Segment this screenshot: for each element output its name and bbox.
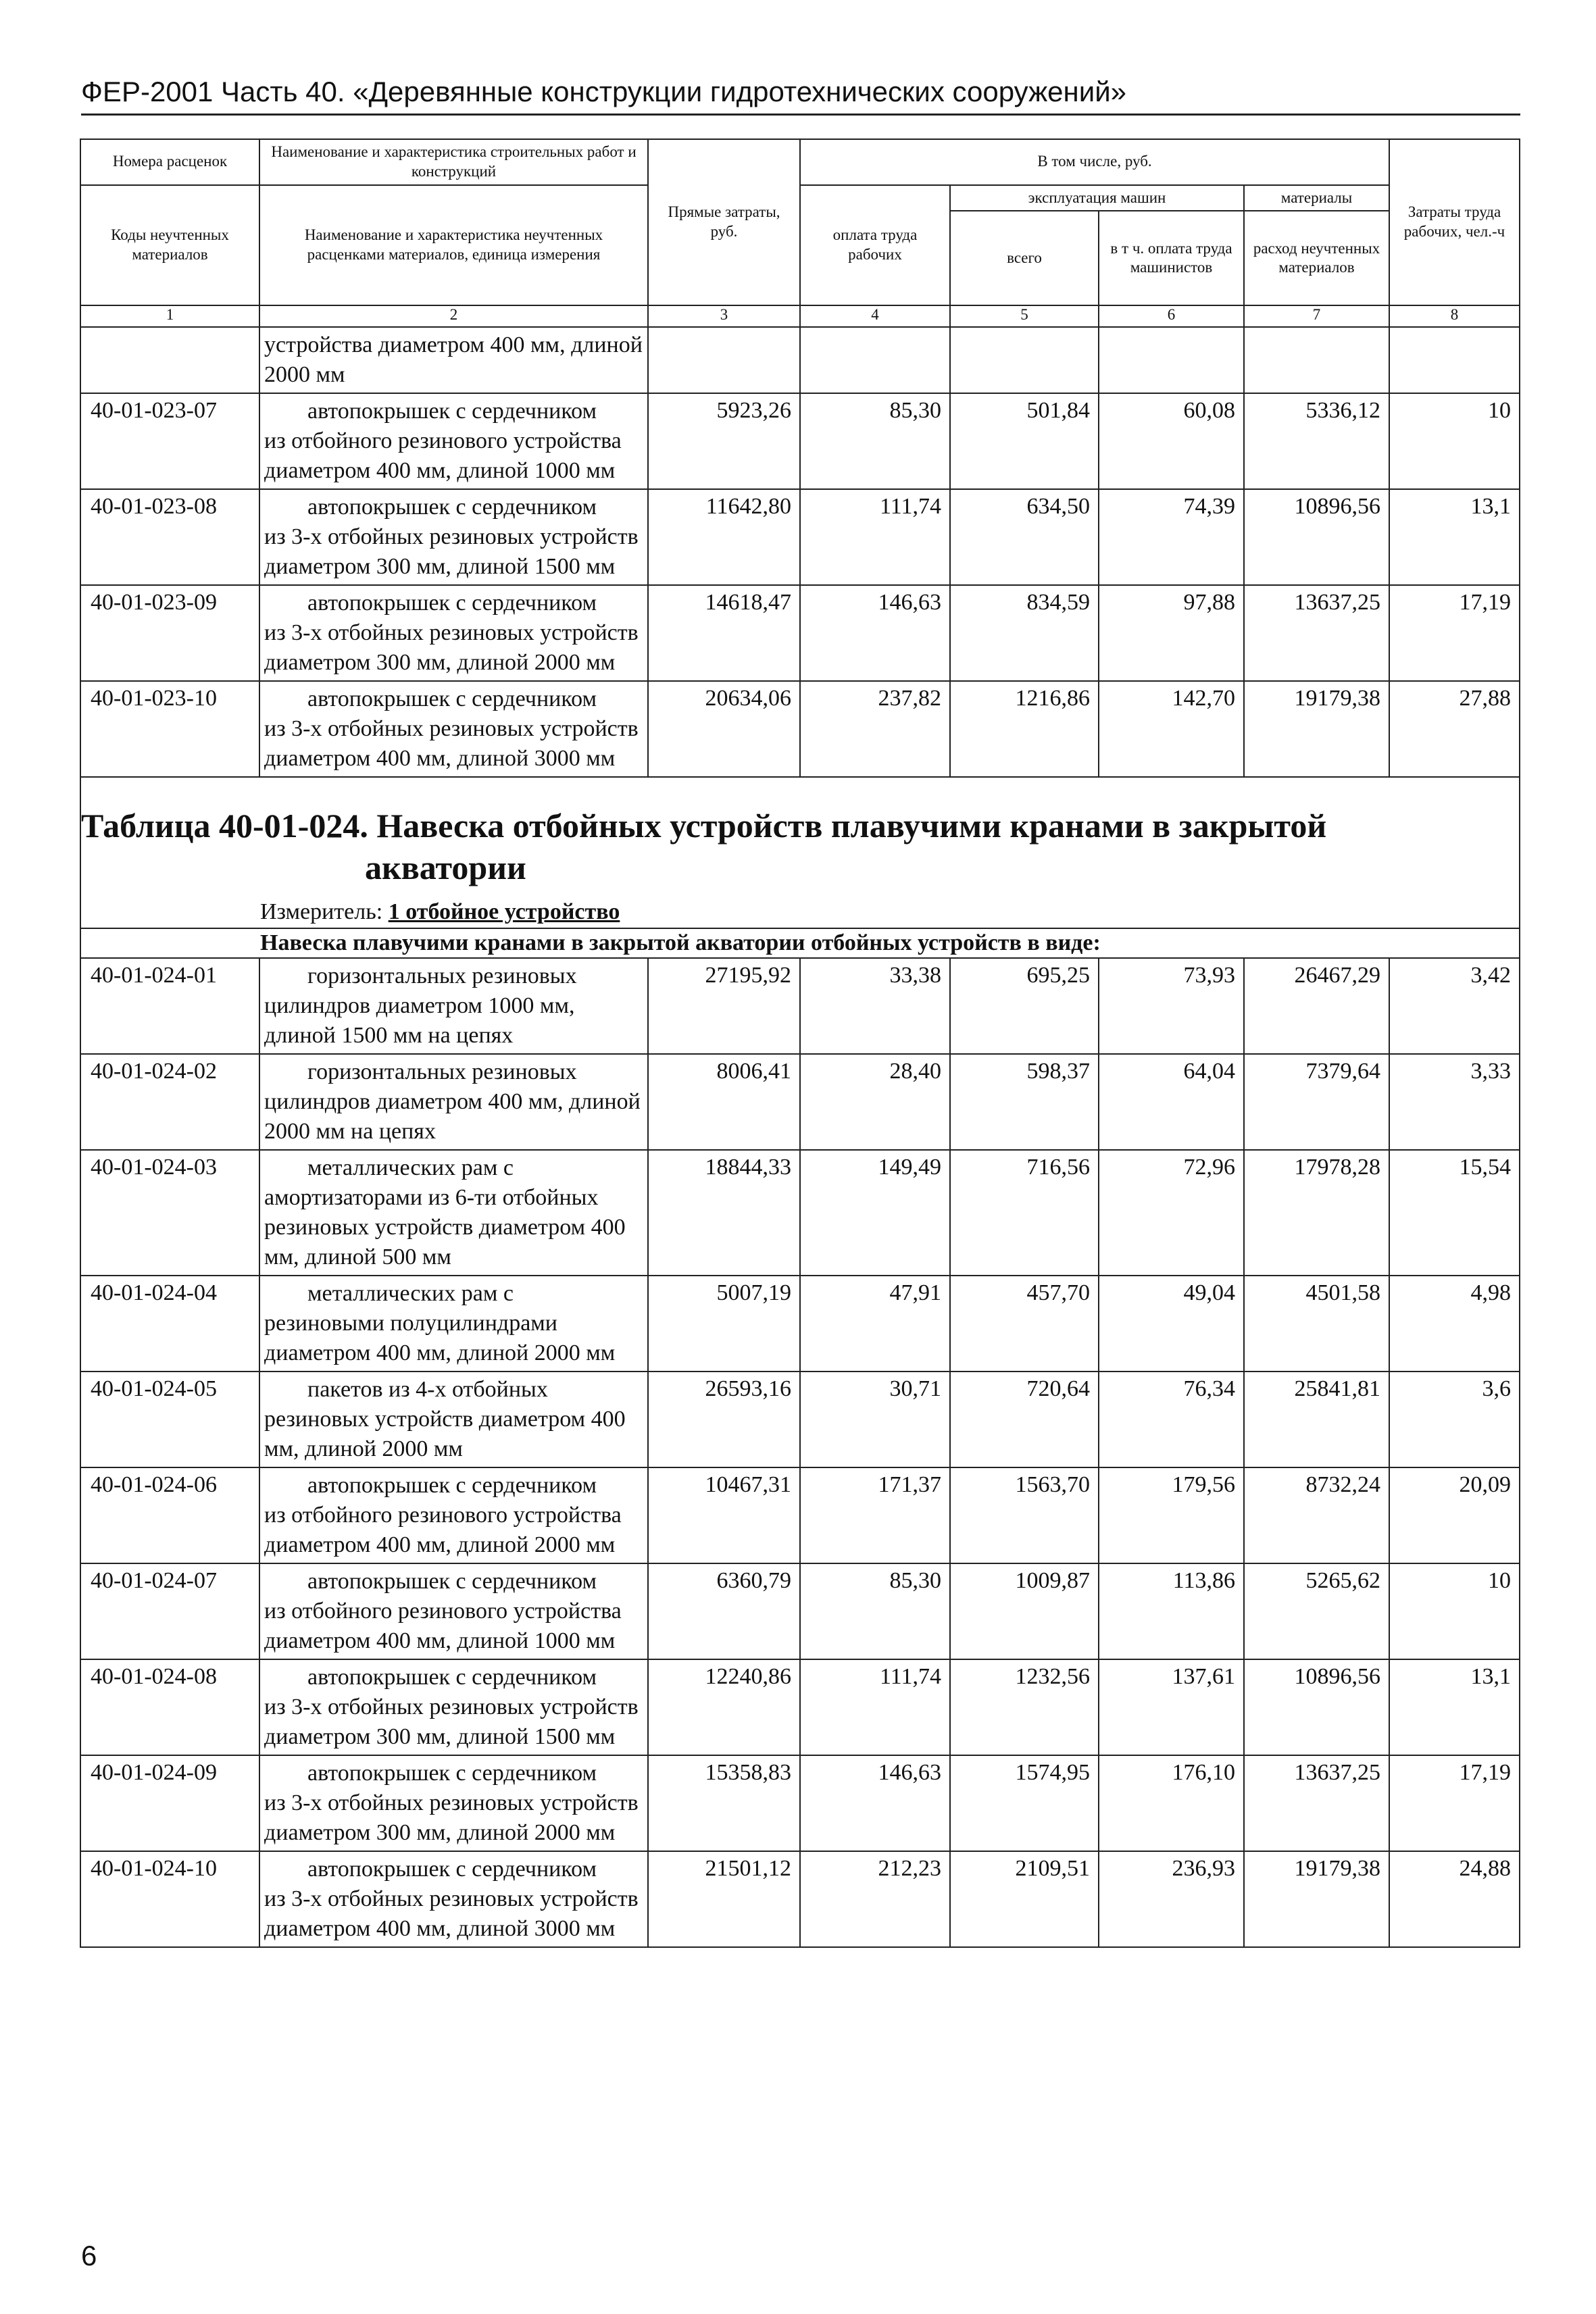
work-description [259,1372,648,1467]
col2-top-header: Наименование и характеристика строительных работ и конструкций [259,139,648,185]
machinists-pay: 176,10 [1099,1755,1244,1851]
materials-cost: 13637,25 [1244,1755,1389,1851]
table-title-line1: Таблица 40-01-024. Навеска отбойных устройств плавучими кранами в закрытой [81,807,1327,845]
machines-total: 720,64 [950,1372,1099,1467]
page-number: 6 [81,2240,97,2271]
table-row [80,393,1520,489]
rate-code: 40-01-023-10 [80,681,259,777]
col7-header: расход неучтенных материалов [1244,211,1389,305]
labor-pay: 212,23 [800,1851,950,1947]
description-rest: амортизаторами из 6-ти отбойных резиновых устройств диаметром 400 мм, длиной 500 мм [264,1185,626,1270]
description-first-line: автопокрышек с сердечником [307,686,597,712]
work-description [259,393,648,489]
description-rest: цилиндров диаметром 400 мм, длиной 2000 мм на цепях [264,1089,641,1145]
column-number: 6 [1099,305,1244,327]
rate-code: 40-01-024-07 [80,1563,259,1659]
direct-costs: 5923,26 [648,393,800,489]
materials-cost: 25841,81 [1244,1372,1389,1467]
col6-header: в т ч. оплата труда машинистов [1099,211,1244,305]
table-row [80,958,1520,1054]
materials-cost: 26467,29 [1244,958,1389,1054]
labor-pay: 28,40 [800,1054,950,1150]
direct-costs: 10467,31 [648,1467,800,1563]
labor-pay: 149,49 [800,1150,950,1276]
labor-hours: 3,33 [1389,1054,1520,1150]
description-rest: цилиндров диаметром 1000 мм, длиной 1500 мм на цепях [264,993,575,1049]
table-row [80,489,1520,585]
rate-code: 40-01-023-07 [80,393,259,489]
table-024-body [80,958,1520,1947]
description-first-line: автопокрышек с сердечником [307,590,597,616]
materials-cost: 4501,58 [1244,1276,1389,1372]
work-description [259,1755,648,1851]
header-rule [81,114,1520,116]
labor-hours: 4,98 [1389,1276,1520,1372]
labor-hours: 17,19 [1389,1755,1520,1851]
description-first-line: металлических рам с [307,1155,514,1181]
description-first-line: пакетов из 4-х отбойных [307,1377,548,1403]
col2-bottom-header: Наименование и характеристика неучтенных расценками материалов, единица измерения [259,185,648,306]
page-header: ФЕР-2001 Часть 40. «Деревянные конструкции гидротехнических сооружений» [81,76,1127,107]
labor-hours: 13,1 [1389,489,1520,585]
description-rest: резиновых устройств диаметром 400 мм, длиной 2000 мм [264,1407,626,1462]
machinists-pay: 97,88 [1099,585,1244,681]
description-first-line: металлических рам с [307,1281,514,1307]
work-description [259,1563,648,1659]
rate-code: 40-01-024-03 [80,1150,259,1276]
direct-costs: 27195,92 [648,958,800,1054]
work-description [259,1659,648,1755]
labor-hours: 17,19 [1389,585,1520,681]
col1-bottom-header: Коды неучтенных материалов [80,185,259,306]
column-numbers-row [80,305,1520,327]
description-rest: из 3-х отбойных резиновых устройств диаметром 400 мм, длиной 3000 мм [264,1886,639,1942]
machines-total: 2109,51 [950,1851,1099,1947]
rate-code: 40-01-024-01 [80,958,259,1054]
measure-value: 1 отбойное устройство [388,899,620,925]
machinists-pay: 236,93 [1099,1851,1244,1947]
machines-total: 598,37 [950,1054,1099,1150]
direct-costs: 15358,83 [648,1755,800,1851]
machinists-pay: 142,70 [1099,681,1244,777]
labor-hours: 27,88 [1389,681,1520,777]
description-first-line: автопокрышек с сердечником [307,1761,597,1786]
description-rest: из 3-х отбойных резиновых устройств диаметром 300 мм, длиной 1500 мм [264,1694,639,1750]
table-row [80,1150,1520,1276]
direct-costs: 21501,12 [648,1851,800,1947]
table-row [80,1563,1520,1659]
machines-total: 1563,70 [950,1467,1099,1563]
table-row [80,1276,1520,1372]
column-number: 2 [259,305,648,327]
description-rest: из 3-х отбойных резиновых устройств диаметром 300 мм, длиной 1500 мм [264,524,639,580]
machinists-pay: 76,34 [1099,1372,1244,1467]
machinists-pay: 74,39 [1099,489,1244,585]
table-023-body [80,327,1520,777]
group-materials-header: материалы [1244,185,1389,211]
rate-code: 40-01-024-04 [80,1276,259,1372]
labor-pay: 237,82 [800,681,950,777]
machinists-pay: 113,86 [1099,1563,1244,1659]
direct-costs: 8006,41 [648,1054,800,1150]
table-row [80,1372,1520,1467]
materials-cost: 5265,62 [1244,1563,1389,1659]
machinists-pay: 73,93 [1099,958,1244,1054]
machines-total: 1574,95 [950,1755,1099,1851]
labor-pay: 171,37 [800,1467,950,1563]
table-row [80,1755,1520,1851]
column-number: 8 [1389,305,1520,327]
section-heading-row [80,928,1520,958]
machines-total: 695,25 [950,958,1099,1054]
machines-total: 501,84 [950,393,1099,489]
labor-hours: 3,6 [1389,1372,1520,1467]
work-description [259,1150,648,1276]
rate-code: 40-01-024-02 [80,1054,259,1150]
group-machines-header: эксплуатация машин [950,185,1244,211]
table-title-line2: акватории [365,849,526,887]
table-row [80,681,1520,777]
materials-cost: 8732,24 [1244,1467,1389,1563]
rate-code: 40-01-024-09 [80,1755,259,1851]
column-number: 7 [1244,305,1389,327]
description-first-line: горизонтальных резиновых [307,1059,577,1085]
work-description [259,585,648,681]
labor-pay: 85,30 [800,393,950,489]
measure-line [81,888,1519,928]
column-number: 3 [648,305,800,327]
direct-costs: 12240,86 [648,1659,800,1755]
carryover-description: устройства диаметром 400 мм, длиной 2000 мм [259,327,648,393]
description-rest: из 3-х отбойных резиновых устройств диаметром 300 мм, длиной 2000 мм [264,1790,639,1846]
description-first-line: автопокрышек с сердечником [307,1569,597,1594]
labor-hours: 13,1 [1389,1659,1520,1755]
machines-total: 1009,87 [950,1563,1099,1659]
price-table [80,139,1520,1948]
work-description [259,681,648,777]
work-description [259,1054,648,1150]
table-row [80,1851,1520,1947]
materials-cost: 19179,38 [1244,681,1389,777]
machinists-pay: 49,04 [1099,1276,1244,1372]
labor-hours: 10 [1389,393,1520,489]
labor-pay: 111,74 [800,489,950,585]
direct-costs: 14618,47 [648,585,800,681]
work-description [259,958,648,1054]
col4-header: оплата труда рабочих [800,185,950,306]
table-row [80,1467,1520,1563]
carryover-row [80,327,1520,393]
description-rest: из отбойного резинового устройства диаметром 400 мм, длиной 1000 мм [264,1599,622,1654]
labor-pay: 85,30 [800,1563,950,1659]
direct-costs: 6360,79 [648,1563,800,1659]
labor-hours: 10 [1389,1563,1520,1659]
direct-costs: 26593,16 [648,1372,800,1467]
machinists-pay: 60,08 [1099,393,1244,489]
table-row [80,1054,1520,1150]
work-description [259,1851,648,1947]
machines-total: 1232,56 [950,1659,1099,1755]
description-rest: из отбойного резинового устройства диаметром 400 мм, длиной 2000 мм [264,1503,622,1558]
column-number: 1 [80,305,259,327]
machines-total: 457,70 [950,1276,1099,1372]
machinists-pay: 137,61 [1099,1659,1244,1755]
direct-costs: 18844,33 [648,1150,800,1276]
labor-hours: 24,88 [1389,1851,1520,1947]
measure-label: Измеритель: [260,899,383,925]
materials-cost: 7379,64 [1244,1054,1389,1150]
direct-costs: 11642,80 [648,489,800,585]
direct-costs: 20634,06 [648,681,800,777]
machinists-pay: 179,56 [1099,1467,1244,1563]
description-first-line: автопокрышек с сердечником [307,495,597,520]
column-number: 4 [800,305,950,327]
description-first-line: автопокрышек с сердечником [307,1665,597,1690]
direct-costs: 5007,19 [648,1276,800,1372]
labor-pay: 146,63 [800,585,950,681]
rate-code: 40-01-023-08 [80,489,259,585]
machines-total: 716,56 [950,1150,1099,1276]
materials-cost: 5336,12 [1244,393,1389,489]
labor-hours: 20,09 [1389,1467,1520,1563]
column-number: 5 [950,305,1099,327]
machinists-pay: 64,04 [1099,1054,1244,1150]
labor-pay: 47,91 [800,1276,950,1372]
rate-code: 40-01-024-08 [80,1659,259,1755]
description-rest: из отбойного резинового устройства диаметром 400 мм, длиной 1000 мм [264,428,622,484]
table-row [80,585,1520,681]
labor-hours: 3,42 [1389,958,1520,1054]
section-heading: Навеска плавучими кранами в закрытой акватории отбойных устройств в виде: [80,928,1520,958]
work-description [259,489,648,585]
rate-code: 40-01-023-09 [80,585,259,681]
materials-cost: 19179,38 [1244,1851,1389,1947]
labor-pay: 30,71 [800,1372,950,1467]
machines-total: 834,59 [950,585,1099,681]
labor-hours: 15,54 [1389,1150,1520,1276]
description-first-line: автопокрышек с сердечником [307,1857,597,1882]
rate-code: 40-01-024-06 [80,1467,259,1563]
table-title-row [80,777,1520,928]
labor-pay: 111,74 [800,1659,950,1755]
work-description [259,1467,648,1563]
machinists-pay: 72,96 [1099,1150,1244,1276]
labor-pay: 146,63 [800,1755,950,1851]
col8-header: Затраты труда рабочих, чел.-ч [1389,139,1520,305]
description-first-line: горизонтальных резиновых [307,963,577,989]
materials-cost: 17978,28 [1244,1150,1389,1276]
materials-cost: 10896,56 [1244,1659,1389,1755]
col3-header: Прямые затраты, руб. [648,139,800,305]
col1-top-header: Номера расценок [80,139,259,185]
description-first-line: автопокрышек с сердечником [307,1473,597,1499]
materials-cost: 10896,56 [1244,489,1389,585]
machines-total: 634,50 [950,489,1099,585]
rate-code: 40-01-024-10 [80,1851,259,1947]
machines-total: 1216,86 [950,681,1099,777]
rate-code: 40-01-024-05 [80,1372,259,1467]
materials-cost: 13637,25 [1244,585,1389,681]
work-description [259,1276,648,1372]
description-rest: резиновыми полуцилиндрами диаметром 400 мм, длиной 2000 мм [264,1311,616,1366]
labor-pay: 33,38 [800,958,950,1054]
description-rest: из 3-х отбойных резиновых устройств диаметром 400 мм, длиной 3000 мм [264,716,639,772]
table-row [80,1659,1520,1755]
col5-header: всего [950,211,1099,305]
group-all-header: В том числе, руб. [800,139,1389,185]
description-rest: из 3-х отбойных резиновых устройств диаметром 300 мм, длиной 2000 мм [264,620,639,676]
description-first-line: автопокрышек с сердечником [307,399,597,424]
table-title [81,778,1519,888]
